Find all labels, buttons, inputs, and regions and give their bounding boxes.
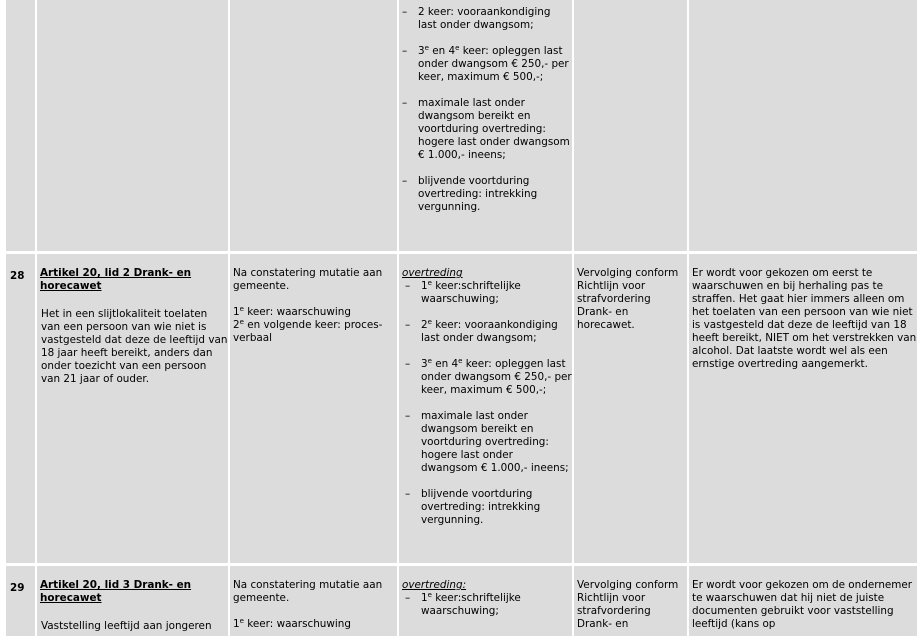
sanction-list [402, 280, 572, 527]
remark-text: Er wordt voor gekozen om de ondernemer te waarschuwen dat hij niet de juiste documenten gebruikt voor vaststelling leeftijd (kans op [692, 579, 913, 630]
row-1-article-cell [37, 0, 228, 251]
sanction-list [402, 592, 572, 618]
row-1-sanction-cell [399, 0, 572, 251]
row-1-remark-cell [689, 0, 917, 251]
row-28-sanction-cell [399, 254, 572, 563]
prosecution-text: Vervolging conform Richtlijn voor strafvordering Drank- en horecawet. [577, 267, 679, 331]
sanction-item: – maximale last onder dwangsom bereikt en voortduring overtreding: hogere last onder dwangsom € 1.000,- ineens; [402, 410, 572, 475]
action-intro: Na constatering mutatie aan gemeente. [233, 579, 383, 604]
article-title: Artikel 20, lid 3 Drank- en horecawet [40, 579, 192, 604]
sanction-heading: overtreding [402, 267, 463, 279]
row-1-number-cell [6, 0, 35, 251]
row-28-prosecution-cell [574, 254, 687, 563]
sanction-item: – 1e keer:schriftelijke waarschuwing; [402, 280, 572, 306]
action-line: 1e keer: waarschuwing [233, 305, 351, 318]
row-29-number-cell [6, 566, 35, 636]
sanction-item: – blijvende voortduring overtreding: intrekking vergunning. [402, 488, 572, 527]
row-29-article-cell [37, 566, 228, 636]
sanction-list [399, 6, 572, 214]
action-intro: Na constatering mutatie aan gemeente. [233, 267, 383, 292]
row-28-remark-cell [689, 254, 917, 563]
row-29-sanction-cell [399, 566, 572, 636]
row-29-prosecution-cell [574, 566, 687, 636]
row-28-number-cell [6, 254, 35, 563]
remark-text: Er wordt voor gekozen om eerst te waarschuwen en bij herhaling pas te straffen. Het gaat hier immers alleen om het toelaten van een persoon van wie niet is vastgesteld dat deze de leeftijd van 18 heeft bereikt, NIET om het verstrekken van alcohol. Dat laatste wordt wel als een ernstige overtreding aangemerkt. [692, 267, 917, 370]
row-29-remark-cell [689, 566, 917, 636]
sanction-item: – 3e en 4e keer: opleggen last onder dwangsom € 250,- per keer, maximum € 500,-; [399, 45, 572, 84]
article-description: Vaststelling leeftijd aan jongeren [41, 620, 212, 632]
sanction-item: – 2e keer: vooraankondiging last onder dwangsom; [402, 319, 572, 345]
row-1-action-cell [230, 0, 397, 251]
article-description: Het in een slijtlokaliteit toelaten van een persoon van wie niet is vastgesteld dat deze de leeftijd van 18 jaar heeft bereikt, anders dan onder toezicht van een persoon van 21 jaar of ouder. [41, 308, 228, 385]
row-28-article-cell [37, 254, 228, 563]
sanction-heading: overtreding: [402, 579, 467, 591]
sanction-item: – 3e en 4e keer: opleggen last onder dwangsom € 250,- per keer, maximum € 500,-; [402, 358, 572, 397]
action-line: 2e en volgende keer: proces-verbaal [233, 318, 383, 344]
row-29-action-cell [230, 566, 397, 636]
row-28-action-cell [230, 254, 397, 563]
row-number: 28 [10, 270, 25, 282]
action-line: 1e keer: waarschuwing [233, 617, 351, 630]
sanction-item: – 2 keer: vooraankondiging last onder dwangsom; [399, 6, 572, 32]
prosecution-text: Vervolging conform Richtlijn voor strafvordering Drank- en [577, 579, 679, 630]
sanction-item: – maximale last onder dwangsom bereikt en voortduring overtreding: hogere last onder dwangsom € 1.000,- ineens; [399, 97, 572, 162]
sanction-item: – blijvende voortduring overtreding: intrekking vergunning. [399, 175, 572, 214]
row-number: 29 [10, 582, 25, 594]
sanction-item: – 1e keer:schriftelijke waarschuwing; [402, 592, 572, 618]
row-1-prosecution-cell [574, 0, 687, 251]
article-title: Artikel 20, lid 2 Drank- en horecawet [40, 267, 192, 292]
